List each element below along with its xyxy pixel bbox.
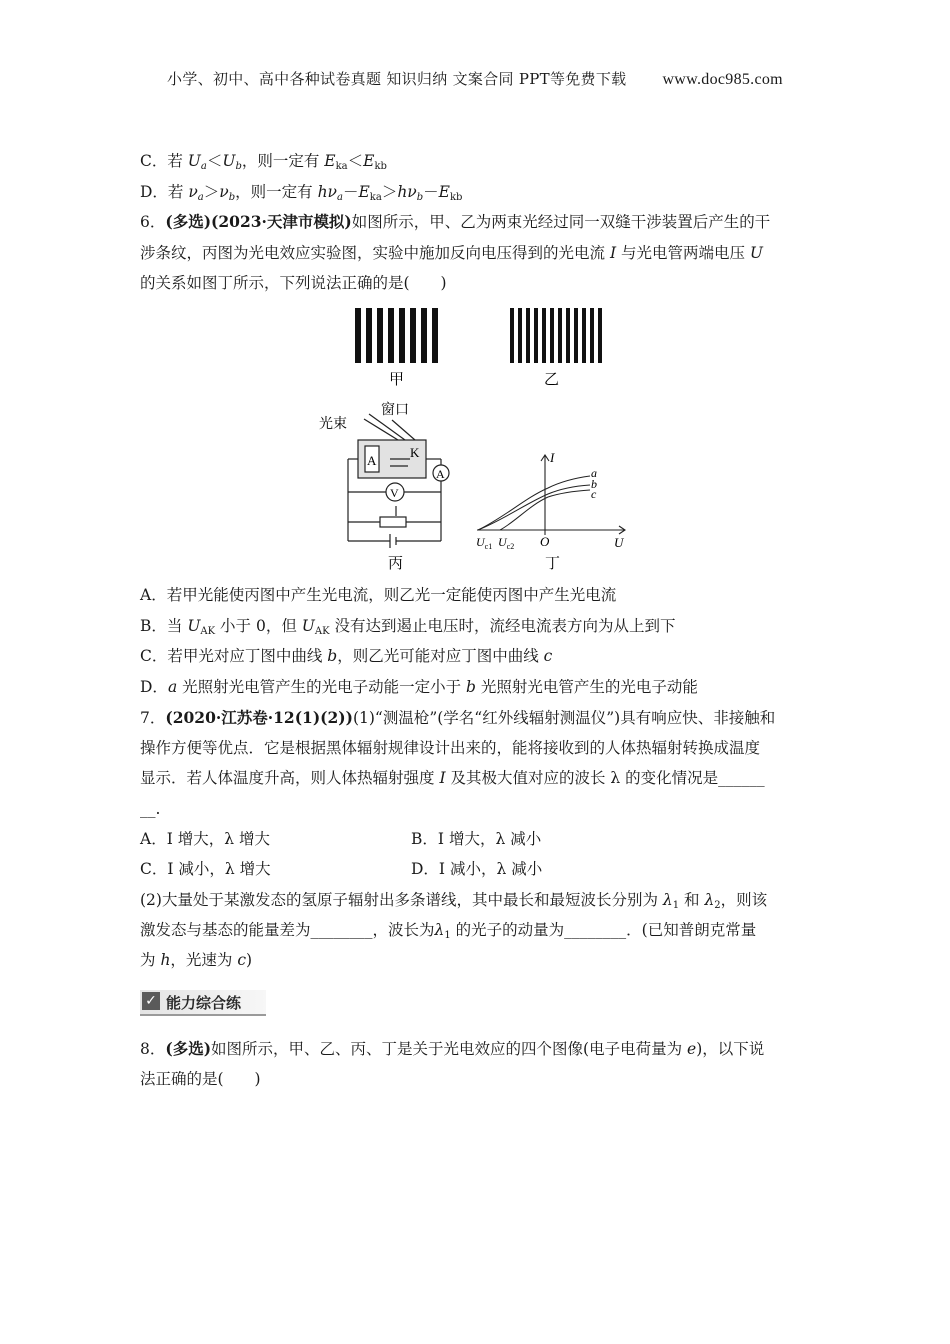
label-bing: 丙 [388, 556, 404, 572]
origin-O: O [540, 534, 550, 549]
label-jia: 甲 [389, 372, 405, 388]
q5-option-d: D．若 $\nu_a>\nu_b$，则一定有 $h\nu_a-E_{ka}>h\nu_b-E_{kb}$ [140, 183, 463, 203]
axis-U: U [614, 535, 624, 550]
label-yi: 乙 [544, 372, 560, 388]
q8-stem-line1: 8．(多选)如图所示，甲、乙、丙、丁是关于光电效应的四个图像(电子电荷量为 e)，以下说 [140, 1039, 765, 1058]
q7-part2-line2: 激发态与基态的能量差为________，波长为$\lambda_1$ 的光子的动量为________．(已知普朗克常量 [140, 921, 757, 941]
label-chuangkou: 窗口 [381, 403, 409, 418]
check-icon: ✓ [142, 992, 160, 1010]
q6-stem-line1: 6．(多选)(2023·天津市模拟)如图所示，甲、乙为两束光经过同一双缝干涉装置后产生的干 [140, 212, 771, 231]
fringes-yi [510, 308, 602, 363]
q6-figure [0, 0, 950, 580]
graph-ding [477, 455, 625, 535]
q7-option-d: D．I 减小，λ 减小 [411, 860, 543, 878]
label-uc1: $U_{c1}$ [476, 535, 493, 551]
curve-label-b: b [591, 477, 597, 491]
q7-option-b: B．I 增大，λ 减小 [411, 830, 542, 848]
q6-option-b: B．当 $U_{AK}$ 小于 0，但 $U_{AK}$ 没有达到遏止电压时，流经电流表方向为从上到下 [140, 617, 676, 637]
q6-option-d: D．a 光照射光电管产生的光电子动能一定小于 b 光照射光电管产生的光电子动能 [140, 678, 698, 696]
q6-option-a: A．若甲光能使丙图中产生光电流，则乙光一定能使丙图中产生光电流 [140, 586, 617, 604]
q6-option-c: C．若甲光对应丁图中曲线 b，则乙光可能对应丁图中曲线 c [140, 647, 553, 665]
curve-label-c: c [591, 487, 597, 501]
header-text: 小学、初中、高中各种试卷真题 知识归纳 文案合同 PPT等免费下载 [167, 70, 627, 88]
circuit-bing [348, 414, 449, 548]
q8-stem-line2: 法正确的是( ) [140, 1070, 261, 1088]
label-uc2: $U_{c2}$ [498, 535, 515, 551]
q7-part2-line1: (2)大量处于某激发态的氢原子辐射出多条谱线，其中最长和最短波长分别为 $\lambda_1$ 和 $\lambda_2$，则该 [140, 891, 768, 911]
fringes-jia [355, 308, 438, 363]
q7-stem-line1: 7．(2020·江苏卷·12(1)(2))(1)“测温枪”(学名“红外线辐射测温仪”)具有响应快、非接触和 [140, 708, 776, 727]
header-site: www.doc985.com [662, 71, 783, 88]
q7-option-c: C．I 减小，λ 增大 [140, 860, 271, 878]
label-guangshu: 光束 [319, 417, 347, 432]
voltmeter-icon: V [390, 486, 399, 500]
section-header [140, 990, 266, 1016]
section-label: 能力综合练 [166, 994, 242, 1012]
curve-label-a: a [591, 466, 597, 480]
label-cathode-K: K [410, 445, 420, 460]
label-anode-A: A [367, 453, 377, 468]
q6-stem-line3: 的关系如图丁所示，下列说法正确的是( ) [140, 274, 447, 292]
axis-I: I [550, 450, 555, 465]
ammeter-icon: A [436, 467, 445, 481]
q6-stem-line2: 涉条纹，丙图为光电效应实验图，实验中施加反向电压得到的光电流 I 与光电管两端电压 U [140, 244, 763, 262]
label-ding: 丁 [545, 556, 561, 572]
q7-stem-line3: 显示．若人体温度升高，则人体热辐射强度 I 及其极大值对应的波长 λ 的变化情况是______ [140, 769, 765, 787]
q7-part2-line3: 为 h，光速为 c) [140, 951, 253, 969]
q7-stem-line4: __. [140, 800, 161, 818]
q7-option-a: A．I 增大，λ 增大 [140, 830, 270, 848]
q5-option-c: C．若 $U_a<U_b$，则一定有 $E_{ka}<E_{kb}$ [140, 152, 387, 172]
q7-stem-line2: 操作方便等优点．它是根据黑体辐射规律设计出来的，能将接收到的人体热辐射转换成温度 [140, 739, 761, 757]
